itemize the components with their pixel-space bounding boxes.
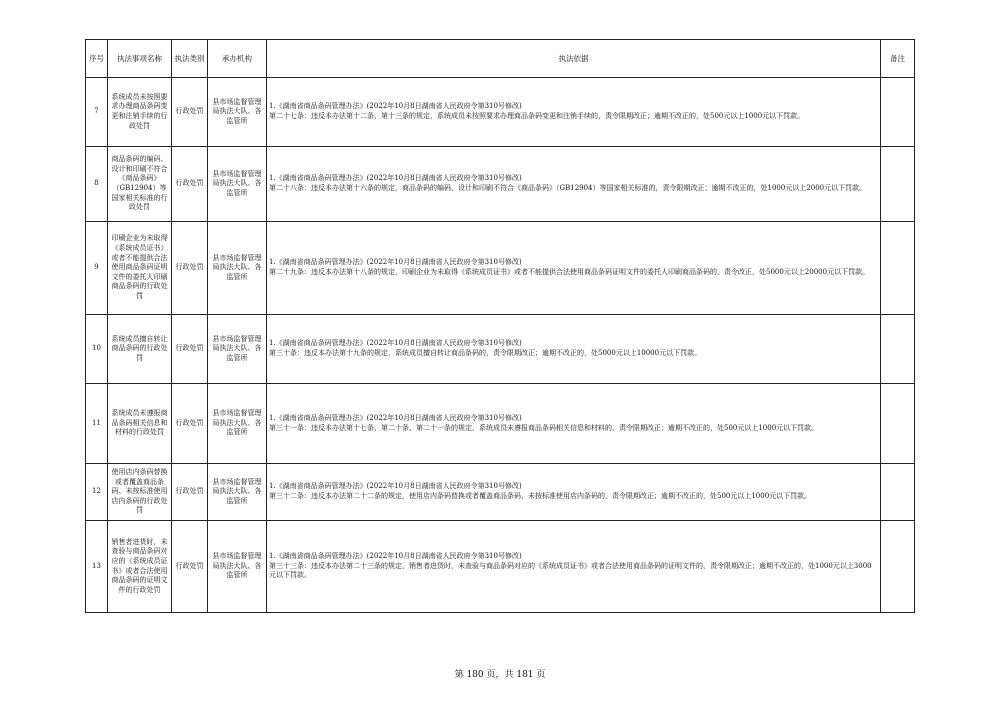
basis-source: 1.《湖南省商品条码管理办法》(2022年10月8日湖南省人民政府令第310号修改) [269, 258, 522, 267]
enforcement-table [85, 39, 915, 613]
page-number: 第 180 页，共 181 页 [454, 670, 546, 680]
table-row [86, 78, 915, 147]
row-basis [267, 147, 881, 222]
row-category: 行政处罚 [172, 521, 208, 613]
row-category: 行政处罚 [172, 384, 208, 464]
header-no: 序号 [86, 40, 108, 78]
basis-clause: 第三十二条：违反本办法第二十二条的规定，使用店内条码替换或者覆盖商品条码、未按标准使用店内条码的，责令限期改正；逾期不改正的，处500元以上1000元以下罚款。 [269, 492, 812, 500]
row-basis [267, 78, 881, 147]
row-basis [267, 315, 881, 384]
table-row [86, 464, 915, 521]
row-basis [267, 222, 881, 315]
header-basis: 执法依据 [267, 40, 881, 78]
row-remark [881, 315, 915, 384]
row-basis [267, 384, 881, 464]
row-remark [881, 222, 915, 315]
table-row [86, 384, 915, 464]
header-item-name: 执法事项名称 [108, 40, 172, 78]
row-agency: 县市场监督管理局执法大队、各监管所 [208, 147, 267, 222]
basis-clause: 第二十九条：违反本办法第十八条的规定，印刷企业为未取得《系统成员证书》或者不能提供合法使用商品条码证明文件的委托人印刷商品条码的，责令改正，处5000元以上20000元以下罚款。 [269, 268, 870, 276]
table-row [86, 222, 915, 315]
row-item-name: 系统成员未遵报商品条码相关信息和材料的行政处罚 [108, 384, 172, 464]
table-header-row [86, 40, 915, 78]
row-no: 7 [86, 78, 108, 147]
row-agency: 县市场监督管理局执法大队、各监管所 [208, 521, 267, 613]
header-remark: 备注 [881, 40, 915, 78]
basis-source: 1.《湖南省商品条码管理办法》(2022年10月8日湖南省人民政府令第310号修改) [269, 102, 522, 111]
basis-clause: 第二十七条：违反本办法第十二条、第十三条的规定，系统成员未按照要求办理商品条码变更和注销手续的，责令限期改正；逾期不改正的，处500元以上1000元以下罚款。 [269, 112, 805, 120]
basis-clause: 第三十条：违反本办法第十九条的规定，系统成员擅自转让商品条码的，责令限期改正；逾期不改正的，处5000元以上10000元以下罚款。 [269, 349, 702, 357]
row-remark [881, 147, 915, 222]
row-category: 行政处罚 [172, 78, 208, 147]
table-row [86, 315, 915, 384]
row-no: 13 [86, 521, 108, 613]
row-no: 11 [86, 384, 108, 464]
row-agency: 县市场监督管理局执法大队、各监管所 [208, 222, 267, 315]
row-category: 行政处罚 [172, 315, 208, 384]
row-item-name: 商品条码的编码、设计和印刷不符合《商品条码》（GB12904）等国家相关标准的行政处罚 [108, 147, 172, 222]
basis-clause: 第三十三条：违反本办法第二十三条的规定，销售者进货时，未查验与商品条码对应的《系统成员证书》或者合法使用商品条码的证明文件的，责令限期改正；逾期不改正的，处1000元以上3000元以下罚款。 [269, 561, 872, 580]
header-category: 执法类别 [172, 40, 208, 78]
row-item-name: 系统成员擅自转让商品条码的行政处罚 [108, 315, 172, 384]
basis-source: 1.《湖南省商品条码管理办法》(2022年10月8日湖南省人民政府令第310号修改) [269, 482, 522, 491]
row-agency: 县市场监督管理局执法大队、各监管所 [208, 315, 267, 384]
table-row [86, 147, 915, 222]
row-remark [881, 384, 915, 464]
row-agency: 县市场监督管理局执法大队、各监管所 [208, 384, 267, 464]
row-no: 12 [86, 464, 108, 521]
row-remark [881, 78, 915, 147]
row-category: 行政处罚 [172, 222, 208, 315]
row-remark [881, 521, 915, 613]
basis-source: 1.《湖南省商品条码管理办法》(2022年10月8日湖南省人民政府令第310号修改) [269, 174, 522, 183]
basis-source: 1.《湖南省商品条码管理办法》(2022年10月8日湖南省人民政府令第310号修改) [269, 552, 522, 561]
row-no: 8 [86, 147, 108, 222]
row-category: 行政处罚 [172, 464, 208, 521]
row-category: 行政处罚 [172, 147, 208, 222]
row-item-name: 印刷企业为未取得《系统成员证书》或者不能提供合法使用商品条码证明文件的委托人印刷商品条码的行政处罚 [108, 222, 172, 315]
basis-source: 1.《湖南省商品条码管理办法》(2022年10月8日湖南省人民政府令第310号修改) [269, 413, 522, 422]
basis-clause: 第二十八条：违反本办法第十六条的规定，商品条码的编码、设计和印刷不符合《商品条码》（GB12904）等国家相关标准的，责令限期改正；逾期不改正的，处1000元以上2000元以下罚款。 [269, 184, 867, 192]
row-basis [267, 521, 881, 613]
basis-source: 1.《湖南省商品条码管理办法》(2022年10月8日湖南省人民政府令第310号修改) [269, 339, 522, 348]
row-no: 9 [86, 222, 108, 315]
basis-clause: 第三十一条：违反本办法第十七条、第二十条、第二十一条的规定，系统成员未遵报商品条码相关信息和材料的，责令限期改正；逾期不改正的，处500元以上1000元以下罚款。 [269, 423, 819, 432]
header-agency: 承办机构 [208, 40, 267, 78]
row-agency: 县市场监督管理局执法大队、各监管所 [208, 464, 267, 521]
row-agency: 县市场监督管理局执法大队、各监管所 [208, 78, 267, 147]
row-basis [267, 464, 881, 521]
table-row [86, 521, 915, 613]
row-item-name: 销售者进货时，未查验与商品条码对应的《系统成员证书》或者合法使用商品条码的证明文件的行政处罚 [108, 521, 172, 613]
row-item-name: 使用店内条码替换或者覆盖商品条码、未按标准使用店内条码的行政处罚 [108, 464, 172, 521]
row-item-name: 系统成员未按照要求办理商品条码变更和注销手续的行政处罚 [108, 78, 172, 147]
row-remark [881, 464, 915, 521]
row-no: 10 [86, 315, 108, 384]
